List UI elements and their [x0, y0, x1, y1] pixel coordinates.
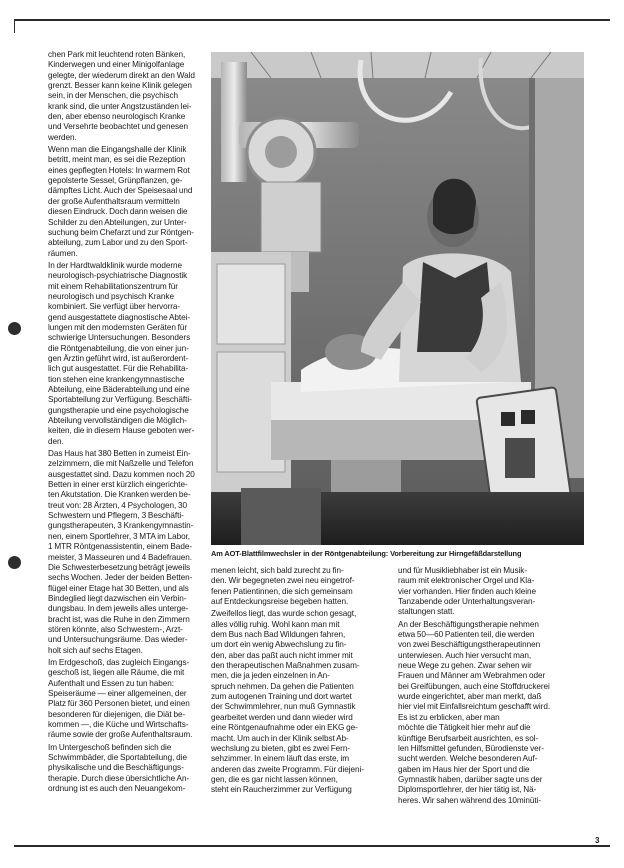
- column-left: [48, 50, 204, 794]
- paragraph: In der Hardtwaldklinik wurde moderne neurologisch-psychiatrische Diagnostik mit einem Rehabilitationszentrum für neurologisch und psychisch Kranke kombiniert. Sie verfügt über hervorra- gend ausgestattete diagnostische Abtei- lungen mit den modernsten Geräten für schwierige Untersuchungen. Besonders die Röntgenabteilung, die von einer jun- gen Ärztin geführt wird, ist außerordent- lich gut ausgestattet. Für die Rehabilita- tion stehen eine krankengymnastische Abteilung, eine Bäderabteilung und eine Sportabteilung zur Verfügung. Beschäfti- gungstherapie und eine psychologische Abteilung vervollständigen die Möglich- keiten, die in diesem Hause geboten wer- den.: [48, 260, 195, 446]
- paragraph: Im Erdgeschoß, das zugleich Eingangs- geschoß ist, liegen alle Räume, die mit Aufenthalt und Essen zu tun haben: Speiseräume — einer allgemeinen, der Platz für 360 Personen bietet, und einen besonderen für diejenigen, die Diät be- kommen —, die Küche und Wirtschafts- räume sowie der große Aufenthaltsraum.: [48, 657, 193, 740]
- paragraph: An der Beschäftigungstherapie nehmen etwa 50—60 Patienten teil, die werden von zwei Beschäftigungstherapeutinnen unterwiesen. Auch hier versucht man, neue Wege zu gehen. Zwar sehen wir Frauen und Männer am Webrahmen oder bei Greifübungen, auch eine Stoffdruckerei wurde eingerichtet, aber man merkt, daß hier viel mit Einfallsreichtum geschafft wird. Es ist zu erblicken, aber man möchte die Tätigkeit hier mehr auf die künftige Berufsarbeit ausrichten, es sol- len Hilfsmittel gefunden, Bürodienste ver- sucht werden. Welche besonderen Auf- gaben im Haus hier der Sport und die Gymnastik haben, darüber sagte uns der Diplomsportlehrer, der hier tätig ist, Nä- heres. Wir sahen während des 10minüti-: [398, 619, 551, 805]
- paragraph: Das Haus hat 380 Betten in zumeist Ein- zelzimmern, die mit Naßzelle und Telefon ausgestattet sind. Dazu kommen noch 20 Betten in einer erst kürzlich eingerichte- ten Akutstation. Die Kranken werden be- treut von: 28 Ärzten, 4 Psychologen, 30 Schwestern und Pflegern, 3 Beschäfti- gungstherapeuten, 3 Krankengymnastin- nen, einem Sportlehrer, 3 MTA im Labor, 1 MTR Röntgenassistentin, einem Bade- meister, 3 Masseuren und 4 Badefrauen. Die Schwesterbesetzung beträgt jeweils sechs Wochen. Jeder der beiden Betten- flügel einer Etage hat 30 Betten, und als Bindeglied liegt dazwischen ein Verbin- dungsbau. In dem jeweils alles unterge- bracht ist, was die Ruhe in den Zimmern stören könnte, also Schwestern-, Arzt- und Untersuchungsräume. Das wieder- holt sich auf sechs Etagen.: [48, 449, 195, 655]
- bottom-rule: [14, 845, 610, 847]
- paragraph: Im Untergeschoß befinden sich die Schwimmbäder, die Sportabteilung, die physikalische und die Beschäftigungs- therapie. Durch diese übersichtliche An- ordnung ist es auch den Neuangekom-: [48, 742, 190, 794]
- column-right: [398, 566, 584, 806]
- paragraph: und für Musikliebhaber ist ein Musik- raum mit elektronischer Orgel und Kla- vier vorhanden. Hier finden auch kleine Tanzabende oder Unterhaltungsveran- staltungen statt.: [398, 566, 537, 617]
- page-number: 3: [595, 836, 600, 845]
- punch-hole-top: [8, 322, 21, 335]
- photo-xray-room: [211, 52, 584, 545]
- punch-hole-bottom: [8, 556, 21, 569]
- top-rule: [14, 19, 610, 21]
- corner-tick: [14, 19, 15, 33]
- photo-illustration: [211, 52, 584, 545]
- paragraph: Zweifellos liegt, das wurde schon gesagt, alles völlig ruhig. Wohl kann man mit dem Bus nach Bad Wildungen fahren, um dort ein wenig Abwechslung zu fin- den, aber das paßt auch nicht immer mit den therapeutischen Maßnahmen zusam- men, die ja jeden einzelnen in An- spruch nehmen. Da gehen die Patienten zum autogenen Training und dort wartet der Schwimmlehrer, nun muß Gymnastik gearbeitet werden und dann wieder wird eine Röntgenaufnahme oder ein EKG ge- macht. Um auch in der Klinik selbst Ab- wechslung zu bieten, gibt es zwei Fern- sehzimmer. In einem läuft das erste, im anderen das zweite Programm. Für diejeni- gen, die es gar nicht lassen können, steht ein Raucherzimmer zur Verfügung: [211, 609, 364, 795]
- paragraph: Wenn man die Eingangshalle der Klinik betritt, meint man, es sei die Rezeption eines gepflegten Hotels: In warmem Rot gepolsterte Sessel, Grünpflanzen, ge- dämpftes Licht. Auch der Speisesaal und der große Aufenthaltsraum vermitteln diesen Eindruck. Doch dann weisen die Schilder zu den Abteilungen, zur Unter- suchung beim Chefarzt und zur Röntgen- abteilung, zum Labor und zu den Sport- räumen.: [48, 145, 194, 258]
- paragraph: chen Park mit leuchtend roten Bänken, Kinderwegen und einer Minigolfanlage gelegte, der wiederum direkt an den Wald grenzt. Besser kann keine Klinik gelegen sein, in der Menschen, die psychisch krank sind, die unter Angstzuständen lei- den, aber ebenso neurologisch Kranke und Versehrte beobachtet und genesen werden.: [48, 50, 195, 142]
- column-middle: [211, 566, 382, 796]
- photo-caption: Am AOT-Blattfilmwechsler in der Röntgenabteilung: Vorbereitung zur Hirngefäßdarstellung: [211, 549, 522, 558]
- paragraph: menen leicht, sich bald zurecht zu fin- den. Wir begegneten zwei neu eingetrof- fenen Patientinnen, die sich gemeinsam auf Entdeckungsreise begeben hatten.: [211, 566, 355, 607]
